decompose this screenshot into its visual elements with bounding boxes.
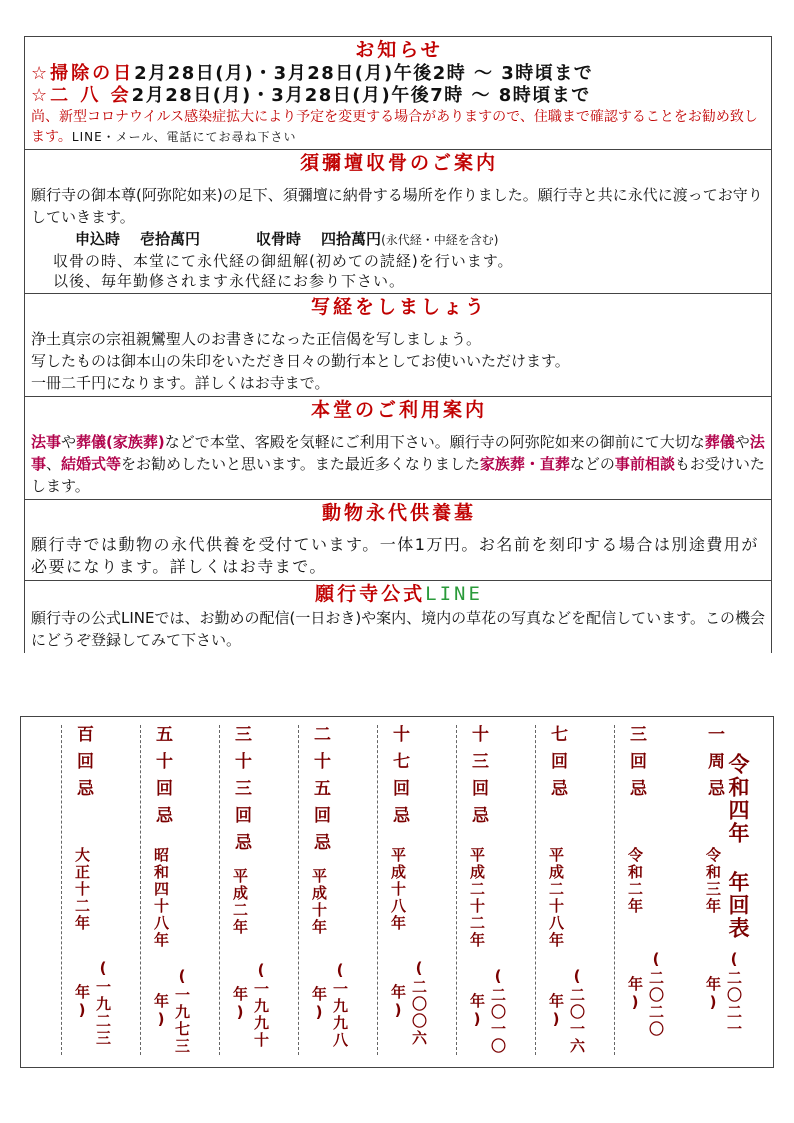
sutra-line-3: 一冊二千円になります。詳しくはお寺まで。 — [31, 374, 330, 392]
memorial-western-year: (一九九八年) — [310, 960, 349, 1049]
memorial-era-year: 令和三年 — [704, 847, 722, 915]
covid-warning-text: 尚、新型コロナウイルス感染症拡大により予定を変更する場合がありますので、住職まで確認することをお勧め致します。 — [31, 109, 758, 145]
cleaning-day-label: ☆掃除の日 — [31, 63, 135, 84]
hall-desc — [31, 431, 767, 497]
hall-term-consult: 事前相談 — [614, 455, 675, 473]
memorial-name: 三十三回忌 — [231, 725, 251, 860]
memorial-name: 十七回忌 — [389, 725, 409, 833]
hall-term-houji: 法事 — [31, 433, 62, 451]
memorial-era-year: 昭和四十八年 — [152, 847, 170, 949]
fee2-value: 四拾萬円 — [321, 230, 382, 248]
memorial-name: 七回忌 — [547, 725, 567, 806]
sutra-title: 写経をしましょう — [310, 296, 487, 318]
fee2-label: 収骨時 — [256, 230, 302, 248]
hall-term-sougi: 葬儀 — [704, 433, 735, 451]
hall-text: もお受けいたします。 — [31, 455, 765, 495]
memorial-column — [61, 725, 112, 1055]
memorial-era-year: 令和二年 — [626, 847, 644, 915]
hall-term-sougi-kazoku: 葬儀(家族葬) — [76, 433, 165, 451]
cleaning-day-text: 2月28日(月)・3月28日(月)午後2時 〜 3時頃まで — [134, 63, 594, 84]
memorial-column — [614, 725, 665, 1055]
nihachi-kai-text: 2月28日(月)・3月28日(月)午後7時 〜 8時頃まで — [131, 85, 591, 106]
line-text: 願行寺の公式LINEでは、お勤めの配信(一日おき)や案内、境内の草花の写真などを配信しています。この機会にどうぞ登録してみて下さい。 — [31, 609, 765, 649]
hall-text: などで本堂、客殿を気軽にご利用下さい。願行寺の阿弥陀如来の御前にて大切な — [164, 433, 705, 451]
sutra-section — [25, 294, 771, 397]
columbarium-title: 須彌壇収骨のご案内 — [299, 152, 498, 174]
pet-section — [25, 500, 771, 581]
fee1-label: 申込時 — [75, 230, 121, 248]
memorial-western-year: (二〇二〇年) — [626, 950, 665, 1038]
memorial-western-year: (二〇一〇年) — [468, 967, 507, 1055]
covid-warning — [31, 107, 767, 147]
hall-text: をお勧めしたいと思います。また最近多くなりました — [121, 455, 480, 473]
pet-text: 願行寺では動物の永代供養を受付ています。一体1万円。お名前を刻印する場合は別途費用が必要になります。詳しくはお寺まで。 — [31, 535, 759, 576]
memorial-column — [298, 725, 349, 1055]
memorial-column — [140, 725, 191, 1055]
line-title-b: LINE — [425, 583, 483, 605]
memorial-title-column — [723, 753, 763, 940]
columbarium-section — [25, 150, 771, 294]
columbarium-note-1: 収骨の時、本堂にて永代経の御紐解(初めての読経)を行います。 — [53, 252, 514, 270]
hall-text: や — [61, 433, 77, 451]
notice-title: お知らせ — [355, 39, 443, 61]
memorial-name: 百回忌 — [73, 725, 93, 806]
hall-term-houji-2: 法事 — [31, 433, 765, 473]
memorial-title: 令和四年 年回表 — [726, 753, 750, 940]
memorial-western-year: (二〇二一年) — [704, 950, 743, 1038]
memorial-name: 三回忌 — [626, 725, 646, 806]
line-title-a: 願行寺公式 — [315, 583, 426, 605]
memorial-era-year: 平成十八年 — [389, 847, 407, 932]
memorial-name: 十三回忌 — [468, 725, 488, 833]
memorial-table — [20, 716, 774, 1068]
memorial-name: 五十回忌 — [152, 725, 172, 833]
contact-methods: LINE・メール、電話にてお尋ね下さい — [71, 130, 297, 144]
fee-note: (永代経・中経を含む) — [381, 233, 499, 247]
memorial-name: 二十五回忌 — [310, 725, 330, 860]
memorial-column — [377, 725, 428, 1055]
memorial-western-year: (二〇〇六年) — [389, 958, 428, 1047]
cleaning-day-line — [31, 63, 767, 85]
columbarium-fees — [31, 228, 767, 251]
memorial-column — [219, 725, 270, 1055]
nihachi-kai-line — [31, 85, 767, 107]
sutra-line-2: 写したものは御本山の朱印をいただき日々の勤行本としてお使いいただけます。 — [31, 352, 570, 370]
memorial-era-year: 平成十年 — [310, 868, 328, 936]
columbarium-desc: 願行寺の御本尊(阿弥陀如来)の足下、須彌壇に納骨する場所を作りました。願行寺と共に永代に渡ってお守りしていきます。 — [31, 186, 763, 226]
hall-text: や — [734, 433, 750, 451]
memorial-era-year: 平成二十二年 — [468, 847, 486, 949]
columbarium-note-2: 以後、毎年勤修されます永代経にお参り下さい。 — [53, 272, 406, 290]
notice-section — [25, 37, 771, 150]
memorial-name: 一周忌 — [704, 725, 724, 806]
memorial-column — [535, 725, 586, 1055]
hall-section — [25, 397, 771, 500]
pet-title: 動物永代供養墓 — [321, 502, 476, 524]
hall-term-kazokusou: 家族葬・直葬 — [479, 455, 570, 473]
memorial-western-year: (一九七三年) — [152, 967, 191, 1055]
sutra-line-1: 浄土真宗の宗祖親鸞聖人のお書きになった正信偈を写しましょう。 — [31, 330, 482, 348]
fee1-value: 壱拾萬円 — [140, 230, 201, 248]
memorial-western-year: (二〇一六年) — [547, 967, 586, 1055]
line-section — [25, 581, 771, 653]
memorial-western-year: (一九九十年) — [231, 960, 270, 1049]
hall-text: などの — [569, 455, 615, 473]
hall-title: 本堂のご利用案内 — [310, 399, 487, 421]
memorial-column — [456, 725, 507, 1055]
memorial-era-year: 大正十二年 — [73, 847, 91, 932]
memorial-western-year: (一九二三年) — [73, 958, 112, 1047]
hall-term-wedding: 結婚式等 — [61, 455, 122, 473]
line-title — [31, 581, 767, 607]
memorial-era-year: 平成二年 — [231, 868, 249, 936]
memorial-era-year: 平成二十八年 — [547, 847, 565, 949]
hall-text: 、 — [46, 455, 62, 473]
notice-board — [24, 36, 772, 653]
nihachi-kai-label: ☆二 八 会 — [31, 85, 132, 106]
